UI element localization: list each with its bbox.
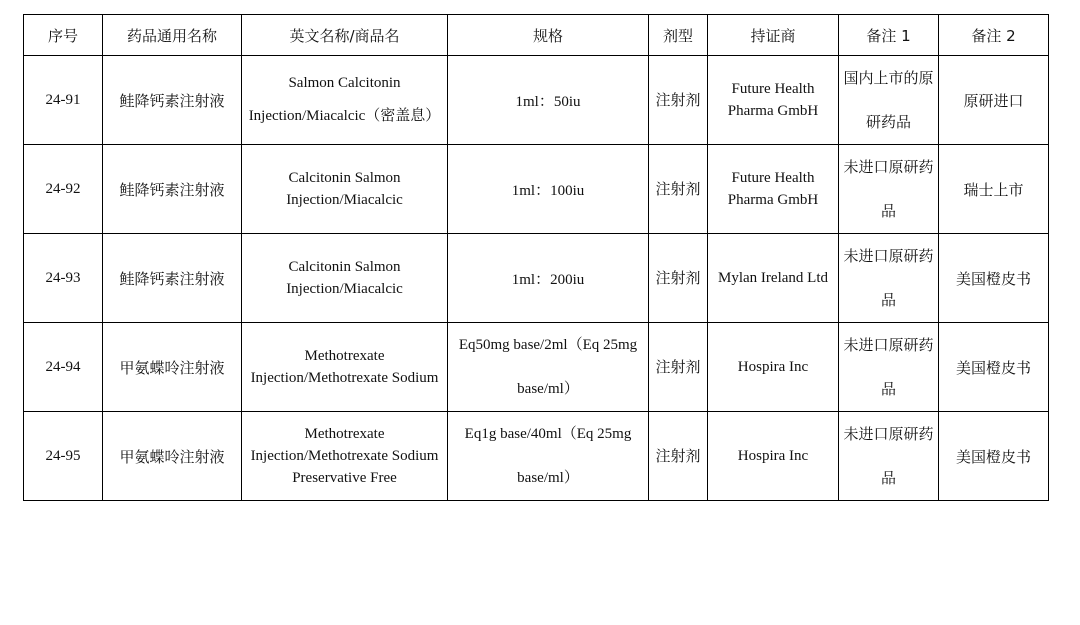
cell-note1: 未进口原研药品 xyxy=(839,323,939,412)
drug-list-table xyxy=(23,14,1049,501)
table-row xyxy=(24,323,1049,412)
cell-holder: Hospira Inc xyxy=(708,323,839,412)
cell-dosage-form: 注射剂 xyxy=(649,145,708,234)
cell-dosage-form: 注射剂 xyxy=(649,56,708,145)
header-dosage-form: 剂型 xyxy=(649,15,708,56)
cell-note2: 美国橙皮书 xyxy=(939,412,1049,501)
cell-note2: 原研进口 xyxy=(939,56,1049,145)
cell-generic-name: 鲑降钙素注射液 xyxy=(103,234,242,323)
cell-dosage-form: 注射剂 xyxy=(649,412,708,501)
table-row xyxy=(24,145,1049,234)
cell-english-name: Methotrexate Injection/Methotrexate Sodium xyxy=(242,323,448,412)
cell-generic-name: 鲑降钙素注射液 xyxy=(103,56,242,145)
header-spec: 规格 xyxy=(448,15,649,56)
cell-holder: Hospira Inc xyxy=(708,412,839,501)
cell-spec: 1ml：50iu xyxy=(448,56,649,145)
cell-serial: 24-92 xyxy=(24,145,103,234)
table-row xyxy=(24,234,1049,323)
cell-dosage-form: 注射剂 xyxy=(649,234,708,323)
cell-english-name: Salmon Calcitonin Injection/Miacalcic（密盖息） xyxy=(242,56,448,145)
cell-english-name: Methotrexate Injection/Methotrexate Sodium Preservative Free xyxy=(242,412,448,501)
cell-note2: 瑞士上市 xyxy=(939,145,1049,234)
cell-spec: 1ml：200iu xyxy=(448,234,649,323)
cell-spec: Eq1g base/40ml（Eq 25mg base/ml） xyxy=(448,412,649,501)
cell-serial: 24-94 xyxy=(24,323,103,412)
header-english-name: 英文名称/商品名 xyxy=(242,15,448,56)
table-row xyxy=(24,56,1049,145)
cell-serial: 24-95 xyxy=(24,412,103,501)
cell-holder: Future Health Pharma GmbH xyxy=(708,56,839,145)
cell-note2: 美国橙皮书 xyxy=(939,234,1049,323)
table-row xyxy=(24,412,1049,501)
cell-english-name: Calcitonin Salmon Injection/Miacalcic xyxy=(242,234,448,323)
cell-dosage-form: 注射剂 xyxy=(649,323,708,412)
cell-spec: Eq50mg base/2ml（Eq 25mg base/ml） xyxy=(448,323,649,412)
header-generic-name: 药品通用名称 xyxy=(103,15,242,56)
cell-generic-name: 甲氨蝶呤注射液 xyxy=(103,412,242,501)
header-serial: 序号 xyxy=(24,15,103,56)
cell-note1: 未进口原研药品 xyxy=(839,234,939,323)
cell-holder: Mylan Ireland Ltd xyxy=(708,234,839,323)
cell-english-name: Calcitonin Salmon Injection/Miacalcic xyxy=(242,145,448,234)
cell-spec: 1ml：100iu xyxy=(448,145,649,234)
cell-note1: 国内上市的原研药品 xyxy=(839,56,939,145)
header-row xyxy=(24,15,1049,56)
header-holder: 持证商 xyxy=(708,15,839,56)
cell-note1: 未进口原研药品 xyxy=(839,145,939,234)
cell-generic-name: 甲氨蝶呤注射液 xyxy=(103,323,242,412)
header-note2: 备注 2 xyxy=(939,15,1049,56)
cell-note2: 美国橙皮书 xyxy=(939,323,1049,412)
cell-serial: 24-91 xyxy=(24,56,103,145)
cell-note1: 未进口原研药品 xyxy=(839,412,939,501)
cell-generic-name: 鲑降钙素注射液 xyxy=(103,145,242,234)
cell-serial: 24-93 xyxy=(24,234,103,323)
cell-holder: Future Health Pharma GmbH xyxy=(708,145,839,234)
header-note1: 备注 1 xyxy=(839,15,939,56)
